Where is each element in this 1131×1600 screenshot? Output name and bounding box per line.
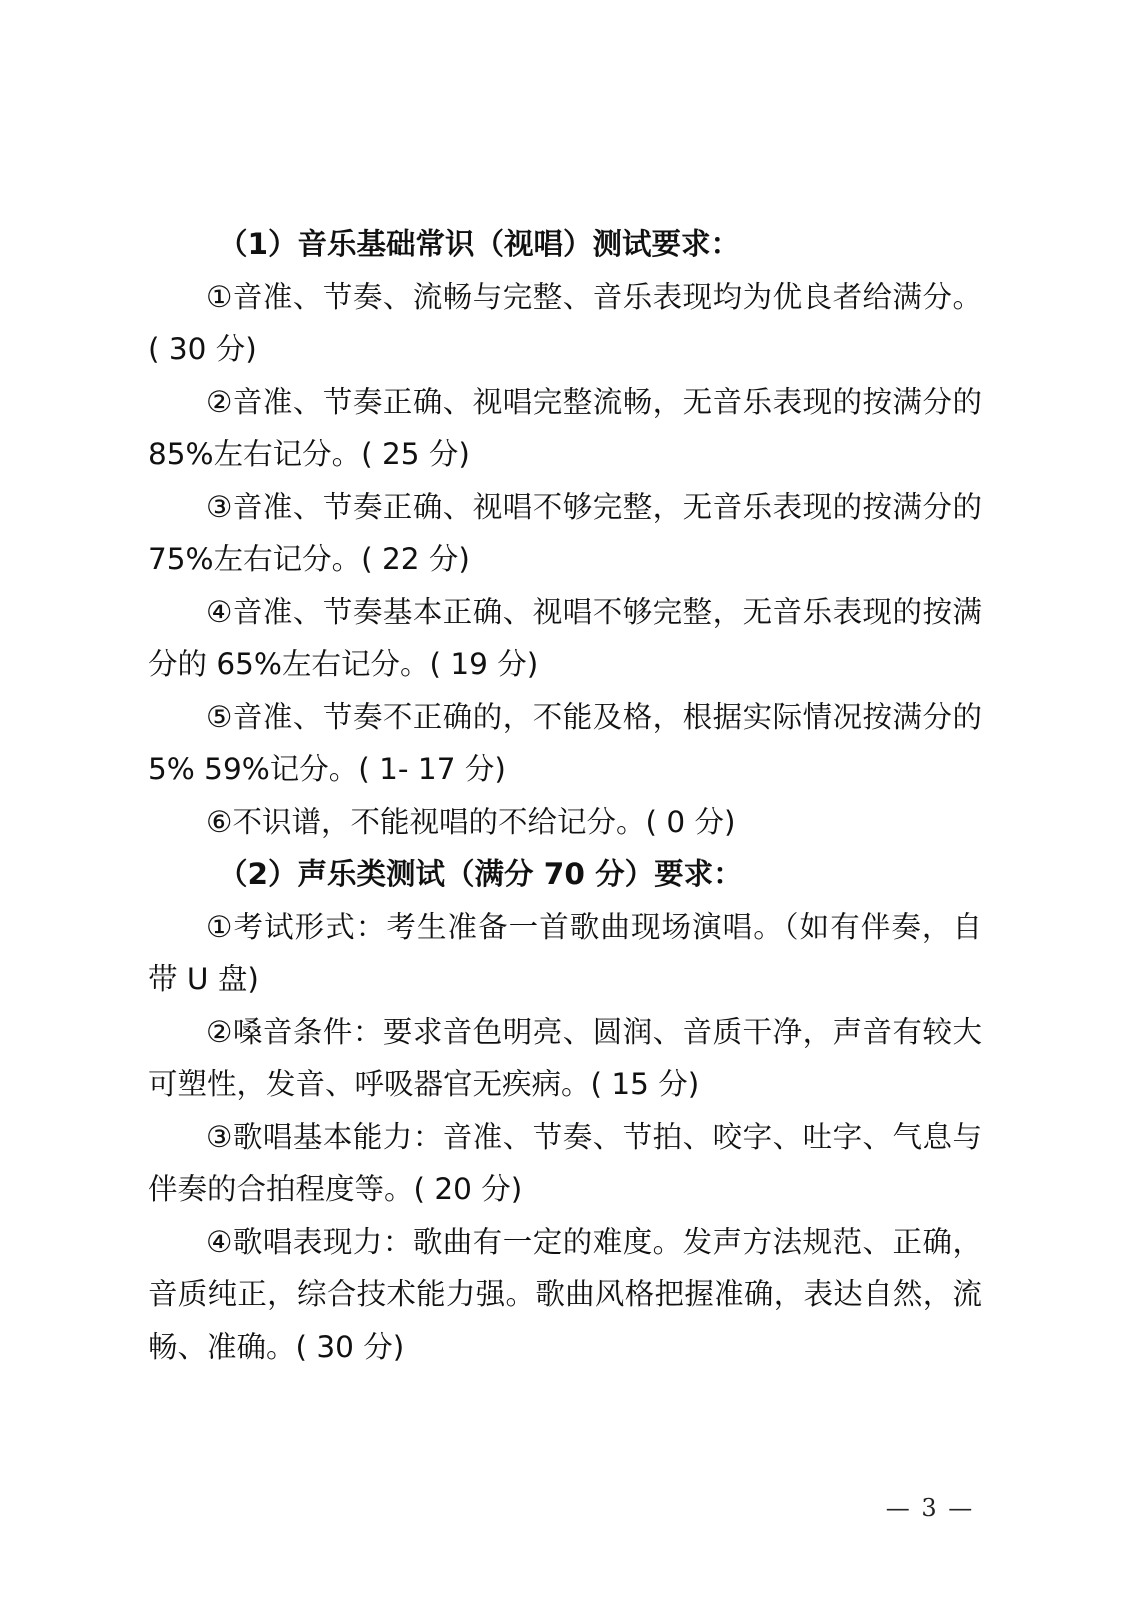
criterion-line: ①音准、节奏、流畅与完整、音乐表现均为优良者给满分。 <box>206 279 982 314</box>
document-body <box>148 218 982 1373</box>
criterion-line: ②嗓音条件：要求音色明亮、圆润、音质干净，声音有较大 <box>206 1014 982 1049</box>
section-heading-music-basics: （1）音乐基础常识（视唱）测试要求： <box>218 227 741 261</box>
criterion-line: ③歌唱基本能力：音准、节奏、节拍、咬字、吐字、气息与 <box>206 1119 982 1154</box>
criterion-line: ④音准、节奏基本正确、视唱不够完整，无音乐表现的按满 <box>206 594 982 629</box>
criterion-line: 带 U 盘) <box>148 962 259 996</box>
section-heading-vocal: （2）声乐类测试（满分 70 分）要求： <box>218 857 743 891</box>
criterion-line: ⑤音准、节奏不正确的，不能及格，根据实际情况按满分的 <box>206 699 982 734</box>
page-number: — 3 — <box>885 1494 975 1522</box>
criterion-line: 75%左右记分。( 22 分) <box>148 542 470 576</box>
criterion-line: ④歌唱表现力：歌曲有一定的难度。发声方法规范、正确， <box>206 1224 982 1259</box>
criterion-line: 5% 59%记分。( 1- 17 分) <box>148 752 506 786</box>
criterion-line: 分的 65%左右记分。( 19 分) <box>148 647 539 681</box>
criterion-line: 可塑性，发音、呼吸器官无疾病。( 15 分) <box>148 1067 700 1101</box>
criterion-line: ②音准、节奏正确、视唱完整流畅，无音乐表现的按满分的 <box>206 384 982 419</box>
criterion-line: ⑥不识谱，不能视唱的不给记分。( 0 分) <box>206 804 736 839</box>
criterion-line: ③音准、节奏正确、视唱不够完整，无音乐表现的按满分的 <box>206 489 982 524</box>
criterion-line: 伴奏的合拍程度等。( 20 分) <box>148 1172 523 1206</box>
criterion-line: 畅、准确。( 30 分) <box>148 1329 405 1364</box>
criterion-line: 音质纯正，综合技术能力强。歌曲风格把握准确，表达自然，流 <box>148 1277 982 1311</box>
criterion-line: ①考试形式：考生准备一首歌曲现场演唱。（如有伴奏，自 <box>206 909 982 944</box>
criterion-line: ( 30 分) <box>148 332 257 366</box>
criterion-line: 85%左右记分。( 25 分) <box>148 437 470 471</box>
